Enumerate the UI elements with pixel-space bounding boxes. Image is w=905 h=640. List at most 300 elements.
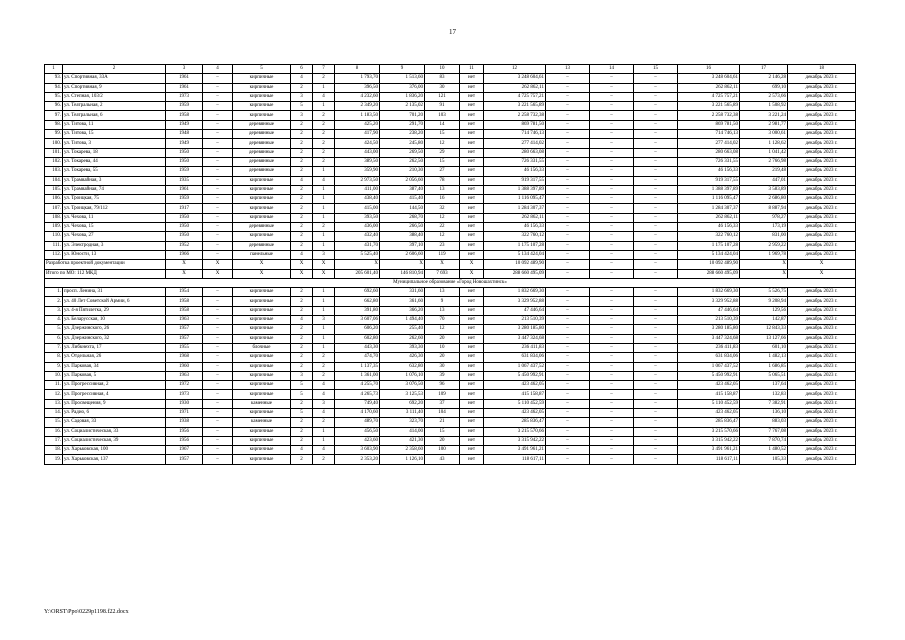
table-cell: 1958: [166, 111, 203, 120]
table-cell: 4: [313, 176, 335, 185]
table-cell: X: [166, 269, 203, 278]
table-cell: 7 693: [425, 269, 460, 278]
table-cell: 393,30: [380, 343, 425, 352]
table-cell: кирпичные: [233, 204, 291, 213]
table-cell: –: [203, 139, 233, 148]
table-cell: 1938: [166, 418, 203, 427]
table-cell: 1 137,35: [335, 362, 380, 371]
table-cell: 1 076,10: [380, 371, 425, 380]
table-cell: 10.: [45, 371, 63, 380]
table-cell: декабрь 2023 г.: [788, 250, 856, 259]
table-cell: 606,20: [335, 325, 380, 334]
table-cell: –: [590, 250, 634, 259]
table-cell: 5: [291, 102, 313, 111]
table-cell: 1957: [166, 334, 203, 343]
header-cell: 4: [203, 65, 233, 74]
table-cell: 6.: [45, 334, 63, 343]
table-cell: –: [546, 436, 590, 445]
table-cell: 4 725 757,21: [484, 92, 546, 101]
table-cell: 22: [425, 223, 460, 232]
table-cell: 93.: [45, 74, 63, 83]
table-cell: –: [203, 297, 233, 306]
table-cell: –: [203, 74, 233, 83]
table-cell: 18.: [45, 446, 63, 455]
table-cell: 2: [291, 83, 313, 92]
table-cell: 8.: [45, 353, 63, 362]
table-cell: 443,30: [335, 343, 380, 352]
table-cell: –: [590, 223, 634, 232]
table-cell: ул. Дзержинского, 26: [63, 325, 166, 334]
header-cell: 10: [425, 65, 460, 74]
table-cell: нет: [460, 306, 484, 315]
table-row: [45, 297, 856, 306]
table-cell: –: [634, 139, 678, 148]
table-cell: –: [546, 427, 590, 436]
table-cell: 1 508,92: [740, 102, 788, 111]
table-cell: X: [291, 260, 313, 269]
table-cell: 443,00: [335, 148, 380, 157]
table-cell: 129,56: [740, 306, 788, 315]
table-cell: 2 973,50: [335, 176, 380, 185]
table-cell: 726 331,55: [678, 157, 740, 166]
table-cell: –: [546, 204, 590, 213]
table-row: [45, 139, 856, 148]
table-cell: –: [203, 362, 233, 371]
table-cell: кирпичные: [233, 381, 291, 390]
table-cell: 869 781,50: [678, 120, 740, 129]
table-cell: кирпичные: [233, 455, 291, 464]
table-cell: ул. Социалистическая, 33: [63, 427, 166, 436]
table-cell: –: [203, 371, 233, 380]
table-cell: нет: [460, 74, 484, 83]
table-cell: кирпичные: [233, 427, 291, 436]
table-cell: 749,40: [335, 399, 380, 408]
table-cell: –: [634, 381, 678, 390]
table-cell: ул. Троицкая, 79/112: [63, 204, 166, 213]
table-cell: 107.: [45, 204, 63, 213]
table-cell: –: [634, 130, 678, 139]
table-cell: 1 482,13: [740, 353, 788, 362]
table-cell: 104: [425, 408, 460, 417]
table-cell: 692,20: [380, 399, 425, 408]
table-cell: 1 284 307,37: [678, 204, 740, 213]
table-cell: 2 258 732,38: [678, 111, 740, 120]
table-cell: ул. 40 Лет Советской Армии, 6: [63, 297, 166, 306]
table-cell: ул. Токарева, 44: [63, 157, 166, 166]
table-cell: 4: [291, 74, 313, 83]
table-cell: 2: [291, 120, 313, 129]
table-cell: 288 660 495,09: [678, 269, 740, 278]
table-cell: 489,70: [335, 418, 380, 427]
table-cell: кирпичные: [233, 232, 291, 241]
table-cell: –: [634, 343, 678, 352]
table-cell: –: [590, 455, 634, 464]
table-cell: –: [590, 316, 634, 325]
table-cell: 4.: [45, 316, 63, 325]
table-cell: X: [425, 260, 460, 269]
table-cell: 2: [291, 185, 313, 194]
table-cell: 2: [291, 325, 313, 334]
table-cell: кирпичные: [233, 353, 291, 362]
table-cell: кирпичные: [233, 185, 291, 194]
table-cell: 1 832 669,30: [678, 288, 740, 297]
table-cell: 101.: [45, 148, 63, 157]
table-cell: –: [590, 418, 634, 427]
table-cell: 236 411,83: [678, 343, 740, 352]
table-cell: 417,90: [335, 130, 380, 139]
table-cell: 269,50: [380, 148, 425, 157]
table-cell: каменные: [233, 418, 291, 427]
table-cell: 1 128,62: [740, 139, 788, 148]
table-cell: –: [590, 288, 634, 297]
table-cell: 1: [313, 427, 335, 436]
table-cell: нет: [460, 195, 484, 204]
table-cell: 1 513,60: [380, 74, 425, 83]
table-cell: 1957: [166, 325, 203, 334]
table-row: [45, 148, 856, 157]
table-cell: –: [203, 353, 233, 362]
table-cell: 1 388 397,89: [484, 185, 546, 194]
table-cell: 425,20: [335, 120, 380, 129]
table-cell: 291,70: [380, 120, 425, 129]
table-cell: X: [460, 269, 484, 278]
table-cell: 7.: [45, 343, 63, 352]
table-row: [45, 130, 856, 139]
table-cell: 144,50: [380, 204, 425, 213]
table-cell: 2: [313, 130, 335, 139]
table-cell: 3 315 942,22: [484, 436, 546, 445]
table-cell: X: [740, 260, 788, 269]
table-cell: декабрь 2023 г.: [788, 241, 856, 250]
table-row: [45, 102, 856, 111]
table-cell: 1: [313, 185, 335, 194]
table-cell: 632,80: [380, 362, 425, 371]
table-cell: –: [634, 148, 678, 157]
table-row: [45, 455, 856, 464]
table-cell: –: [590, 390, 634, 399]
table-cell: 1958: [166, 306, 203, 315]
table-cell: 5.: [45, 325, 63, 334]
table-row: [45, 223, 856, 232]
table-cell: 391,80: [335, 306, 380, 315]
table-cell: 423 462,05: [484, 408, 546, 417]
table-cell: –: [590, 306, 634, 315]
table-cell: –: [634, 213, 678, 222]
table-cell: 262 862,11: [484, 213, 546, 222]
table-cell: 423 462,05: [678, 408, 740, 417]
table-cell: 1966: [166, 250, 203, 259]
table-cell: 1958: [166, 297, 203, 306]
table-cell: 5 110 452,59: [484, 399, 546, 408]
table-cell: 1963: [166, 316, 203, 325]
table-cell: декабрь 2023 г.: [788, 446, 856, 455]
table-cell: ул. Харьковская, 100: [63, 446, 166, 455]
table-cell: 1: [313, 167, 335, 176]
table-cell: кирпичные: [233, 334, 291, 343]
table-cell: нет: [460, 176, 484, 185]
table-cell: 108.: [45, 213, 63, 222]
table-cell: 4: [313, 408, 335, 417]
table-cell: –: [203, 176, 233, 185]
table-cell: нет: [460, 334, 484, 343]
table-cell: 423 462,05: [484, 381, 546, 390]
table-cell: –: [634, 436, 678, 445]
table-cell: 262 862,11: [678, 83, 740, 92]
table-cell: –: [203, 288, 233, 297]
table-cell: 27: [425, 167, 460, 176]
table-cell: 9: [425, 297, 460, 306]
table-cell: 1935: [166, 176, 203, 185]
table-cell: 17.: [45, 436, 63, 445]
table-cell: 1: [313, 241, 335, 250]
table-cell: –: [590, 325, 634, 334]
table-cell: 46 156,33: [678, 223, 740, 232]
table-cell: декабрь 2023 г.: [788, 316, 856, 325]
table-cell: нет: [460, 232, 484, 241]
table-cell: 4 725 757,21: [678, 92, 740, 101]
table-cell: 2: [291, 213, 313, 222]
table-cell: 5 134 424,04: [484, 250, 546, 259]
table-cell: 46 156,33: [484, 167, 546, 176]
table-cell: 388,40: [380, 232, 425, 241]
header-cell: 12: [484, 65, 546, 74]
table-cell: нет: [460, 353, 484, 362]
table-cell: –: [203, 427, 233, 436]
table-cell: –: [590, 399, 634, 408]
table-cell: –: [634, 92, 678, 101]
table-row: [45, 427, 856, 436]
table-cell: нет: [460, 83, 484, 92]
table-cell: –: [546, 269, 590, 278]
table-cell: нет: [460, 185, 484, 194]
table-cell: –: [546, 343, 590, 352]
table-cell: 424,50: [335, 139, 380, 148]
table-cell: 366,20: [380, 306, 425, 315]
table-cell: просп. Ленина, 31: [63, 288, 166, 297]
table-cell: 14.: [45, 408, 63, 417]
table-cell: 1 284 307,37: [484, 204, 546, 213]
table-cell: нет: [460, 157, 484, 166]
table-cell: 37: [425, 399, 460, 408]
table-cell: –: [634, 74, 678, 83]
table-cell: 322 760,12: [484, 232, 546, 241]
table-cell: 30: [425, 83, 460, 92]
table-cell: –: [546, 130, 590, 139]
table-cell: 9 208,94: [740, 297, 788, 306]
table-cell: декабрь 2023 г.: [788, 381, 856, 390]
table-cell: –: [203, 399, 233, 408]
table-cell: 1967: [166, 446, 203, 455]
table-cell: 105.: [45, 185, 63, 194]
table-cell: 432,40: [335, 232, 380, 241]
table-cell: 5: [291, 408, 313, 417]
table-cell: 1955: [166, 343, 203, 352]
table-cell: 2 258 732,38: [484, 111, 546, 120]
table-cell: кирпичные: [233, 408, 291, 417]
table-cell: 2: [291, 195, 313, 204]
table-cell: нет: [460, 316, 484, 325]
table-row: [45, 241, 856, 250]
table-cell: –: [634, 176, 678, 185]
table-cell: –: [546, 74, 590, 83]
table-cell: декабрь 2023 г.: [788, 111, 856, 120]
table-cell: 7 767,08: [740, 427, 788, 436]
table-cell: 103.: [45, 167, 63, 176]
table-cell: декабрь 2023 г.: [788, 343, 856, 352]
table-cell: –: [203, 232, 233, 241]
table-cell: декабрь 2023 г.: [788, 399, 856, 408]
header-cell: 5: [233, 65, 291, 74]
table-cell: X: [233, 269, 291, 278]
table-cell: 3: [313, 250, 335, 259]
table-cell: 474,70: [335, 353, 380, 362]
table-cell: 102.: [45, 157, 63, 166]
table-cell: 2: [291, 148, 313, 157]
table-cell: ул. Харьковская, 137: [63, 455, 166, 464]
table-cell: 361,60: [380, 297, 425, 306]
table-cell: 1 361,00: [335, 371, 380, 380]
table-cell: ул. Радио, 6: [63, 408, 166, 417]
table-cell: 978,27: [740, 213, 788, 222]
table-cell: нет: [460, 148, 484, 157]
table-cell: –: [546, 353, 590, 362]
table-cell: 5 065,51: [740, 371, 788, 380]
table-cell: 438,40: [335, 195, 380, 204]
table-cell: 3 447 324,68: [678, 334, 740, 343]
table-cell: 3 221,24: [740, 111, 788, 120]
table-cell: 100.: [45, 139, 63, 148]
table-cell: 2 686,80: [740, 195, 788, 204]
table-cell: –: [546, 120, 590, 129]
table-cell: 173,19: [740, 223, 788, 232]
table-cell: 29: [425, 148, 460, 157]
table-cell: 714 746,13: [484, 130, 546, 139]
table-cell: 4: [313, 446, 335, 455]
table-cell: ул. Беларусская, 10: [63, 316, 166, 325]
table-cell: –: [634, 408, 678, 417]
table-cell: 2: [291, 232, 313, 241]
table-cell: 1 388 397,89: [678, 185, 740, 194]
table-cell: 3.: [45, 306, 63, 315]
table-cell: –: [634, 427, 678, 436]
table-cell: 2: [313, 74, 335, 83]
table-cell: нет: [460, 223, 484, 232]
table-cell: 277 414,02: [484, 139, 546, 148]
table-cell: 431,70: [335, 241, 380, 250]
table-cell: 831,00: [740, 232, 788, 241]
table-cell: 7 870,74: [740, 436, 788, 445]
total-row: [45, 269, 856, 278]
table-cell: деревянные: [233, 157, 291, 166]
table-cell: 4: [313, 381, 335, 390]
section-row: [45, 278, 856, 287]
table-cell: 414,00: [380, 427, 425, 436]
table-cell: 2: [291, 334, 313, 343]
table-row: [45, 167, 856, 176]
table-cell: –: [590, 334, 634, 343]
header-cell: 15: [634, 65, 678, 74]
table-cell: X: [460, 260, 484, 269]
table-cell: 423,60: [335, 436, 380, 445]
table-cell: 2: [291, 306, 313, 315]
table-cell: –: [634, 83, 678, 92]
table-cell: 2: [291, 427, 313, 436]
table-row: [45, 436, 856, 445]
table-cell: ул. Театральная, 2: [63, 102, 166, 111]
table-cell: –: [590, 139, 634, 148]
table-cell: 389,50: [335, 157, 380, 166]
table-cell: 213 510,39: [484, 316, 546, 325]
table-cell: декабрь 2023 г.: [788, 83, 856, 92]
table-cell: 3 000,61: [740, 130, 788, 139]
table-cell: 262 862,11: [484, 83, 546, 92]
table-cell: нет: [460, 288, 484, 297]
table-cell: –: [634, 185, 678, 194]
table-cell: 1: [313, 288, 335, 297]
table-cell: нет: [460, 446, 484, 455]
table-cell: 16: [425, 195, 460, 204]
table-cell: 2: [313, 139, 335, 148]
table-cell: 602,80: [335, 334, 380, 343]
table-cell: 2 146,28: [740, 74, 788, 83]
table-cell: 2: [291, 399, 313, 408]
table-cell: –: [546, 455, 590, 464]
table-cell: 631 834,06: [484, 353, 546, 362]
table-cell: 2 135,02: [380, 102, 425, 111]
table-cell: кирпичные: [233, 446, 291, 455]
table-row: [45, 371, 856, 380]
table-cell: 411,00: [335, 185, 380, 194]
table-cell: ул. Чехова, 11: [63, 213, 166, 222]
table-cell: 1956: [166, 436, 203, 445]
table-cell: нет: [460, 325, 484, 334]
table-cell: 1 126,10: [380, 455, 425, 464]
table-cell: 1: [313, 213, 335, 222]
table-cell: декабрь 2023 г.: [788, 74, 856, 83]
table-cell: X: [203, 269, 233, 278]
table-cell: 10 092 489,90: [484, 260, 546, 269]
table-cell: 601,10: [740, 343, 788, 352]
table-row: [45, 83, 856, 92]
table-cell: декабрь 2023 г.: [788, 157, 856, 166]
table-cell: 94.: [45, 83, 63, 92]
table-cell: нет: [460, 204, 484, 213]
table-cell: X: [203, 260, 233, 269]
table-cell: 97.: [45, 111, 63, 120]
table-cell: 4: [291, 250, 313, 259]
table-cell: 1971: [166, 408, 203, 417]
table-cell: –: [546, 223, 590, 232]
table-cell: 3: [291, 371, 313, 380]
table-cell: 1972: [166, 381, 203, 390]
table-cell: –: [203, 436, 233, 445]
table-cell: –: [634, 102, 678, 111]
table-cell: нет: [460, 130, 484, 139]
table-cell: –: [634, 232, 678, 241]
table-cell: X: [166, 260, 203, 269]
table-cell: –: [546, 92, 590, 101]
table-cell: 3 280 185,80: [484, 325, 546, 334]
table-cell: 132,83: [740, 390, 788, 399]
table-cell: –: [203, 111, 233, 120]
table-cell: нет: [460, 167, 484, 176]
table-cell: 1 067 437,52: [484, 362, 546, 371]
table-cell: –: [203, 148, 233, 157]
table-cell: X: [291, 269, 313, 278]
table-cell: нет: [460, 390, 484, 399]
table-cell: 14: [425, 120, 460, 129]
table-cell: –: [203, 325, 233, 334]
